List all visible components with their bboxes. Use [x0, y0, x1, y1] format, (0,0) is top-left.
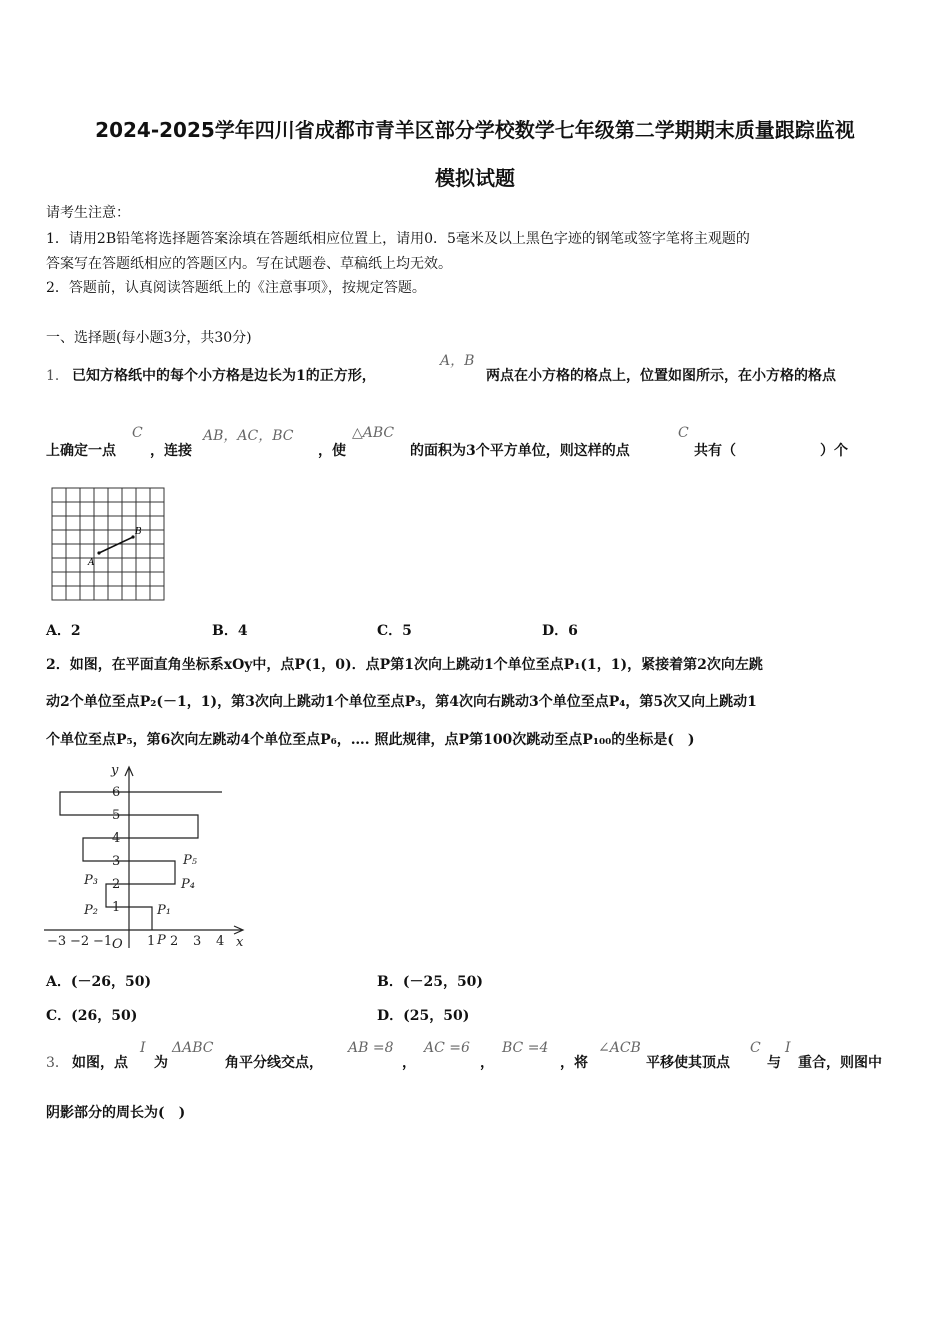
q3-comma-1: ， [402, 1055, 416, 1071]
q1-text-d: ，连接 [150, 443, 192, 459]
point-p-label: P [157, 933, 166, 948]
point-a-label: A [88, 558, 95, 568]
q1-math-triangle: △ABC [352, 425, 395, 441]
q1-option-a[interactable]: A．2 [46, 623, 81, 639]
q1-grid-figure [50, 486, 168, 604]
x-axis-label: x [236, 935, 244, 950]
q3-math-i: I [140, 1040, 146, 1056]
point-a [97, 551, 100, 554]
y-axis-label: y [111, 763, 119, 778]
section-header: 一、选择题(每小题3分，共30分) [46, 330, 252, 346]
q1-math-c2: C [678, 425, 689, 441]
q2-option-d[interactable]: D．(25，50) [377, 1008, 470, 1024]
y-tick-6: 6 [112, 785, 121, 800]
y-tick-3: 3 [112, 854, 121, 869]
q3-math-bc: BC =4 [502, 1040, 549, 1056]
origin-label: O [112, 937, 123, 952]
q1-math-c: C [132, 425, 143, 441]
y-tick-1: 1 [112, 900, 121, 915]
x-tick-neg-3: −3 [47, 934, 67, 949]
q1-math-ab: A，B [440, 353, 475, 369]
q3-text-e: 平移使其顶点 [646, 1055, 730, 1071]
q3-math-ab: AB =8 [348, 1040, 394, 1056]
x-tick-3: 3 [193, 934, 202, 949]
q3-math-i2: I [785, 1040, 791, 1056]
q3-math-angle: ∠ACB [598, 1040, 641, 1056]
q3-math-c: C [750, 1040, 761, 1056]
page-title: 2024-2025学年四川省成都市青羊区部分学校数学七年级第二学期期末质量跟踪监视 [95, 118, 855, 142]
q1-option-d[interactable]: D．6 [542, 623, 578, 639]
q2-option-c[interactable]: C．(26，50) [46, 1008, 138, 1024]
notice-item-1-line-1: 1．请用2B铅笔将选择题答案涂填在答题纸相应位置上，请用0．5毫米及以上黑色字迹的钢笔或签字笔将主观题的 [46, 231, 750, 247]
point-p5-label: P₅ [183, 853, 197, 868]
q2-line-1: 2．如图，在平面直角坐标系xOy中，点P(1，0)．点P第1次向上跳动1个单位至点P₁(1，1)，紧接着第2次向左跳 [46, 657, 763, 673]
q1-option-c[interactable]: C．5 [377, 623, 412, 639]
q3-text-c: 角平分线交点， [225, 1055, 323, 1071]
x-tick-4: 4 [216, 934, 225, 949]
q3-text-d: ，将 [560, 1055, 588, 1071]
notice-item-2: 2．答题前，认真阅读答题纸上的《注意事项》，按规定答题。 [46, 280, 426, 296]
y-tick-5: 5 [112, 808, 121, 823]
q1-option-b[interactable]: B．4 [212, 623, 248, 639]
q2-line-3: 个单位至点P₅，第6次向左跳动4个单位至点P₆，…. 照此规律，点P第100次跳动至点P₁₀₀的坐标是( ) [46, 732, 695, 748]
q1-text-f: 的面积为3个平方单位，则这样的点 [410, 443, 630, 459]
q3-math-ac: AC =6 [424, 1040, 470, 1056]
q1-text-c: 上确定一点 [46, 443, 116, 459]
x-tick-1: 1 [147, 934, 156, 949]
q3-text-b: 为 [154, 1055, 168, 1071]
point-b-label: B [135, 527, 142, 537]
q3-text-f: 与 [767, 1055, 781, 1071]
x-tick-neg-2: −2 [70, 934, 90, 949]
page-subtitle: 模拟试题 [435, 166, 515, 190]
q1-text-g: 共有（ ）个 [694, 443, 848, 459]
q3-number: 3． [46, 1055, 69, 1071]
q1-text-b: 两点在小方格的格点上，位置如图所示，在小方格的格点 [486, 368, 836, 384]
segment-ab [99, 537, 133, 553]
point-p2-label: P₂ [84, 903, 98, 918]
point-p3-label: P₃ [84, 873, 98, 888]
q1-number: 1． [46, 368, 69, 384]
q3-text-a: 如图，点 [72, 1055, 128, 1071]
q2-coordinate-figure [42, 760, 252, 952]
q1-text-e: ，使 [318, 443, 346, 459]
q3-math-triangle: ΔABC [172, 1040, 214, 1056]
q2-option-a[interactable]: A．(－26，50) [46, 974, 152, 990]
q3-text-g: 重合，则图中 [798, 1055, 882, 1071]
q1-math-segments: AB，AC，BC [203, 428, 294, 444]
x-tick-neg-1: −1 [93, 934, 113, 949]
y-tick-2: 2 [112, 877, 121, 892]
notice-header: 请考生注意： [46, 205, 130, 221]
notice-item-1-line-2: 答案写在答题纸相应的答题区内。写在试题卷、草稿纸上均无效。 [46, 256, 452, 272]
point-p1-label: P₁ [157, 903, 171, 918]
q1-text-a: 已知方格纸中的每个小方格是边长为1的正方形， [72, 368, 376, 384]
q3-comma-2: ， [480, 1055, 494, 1071]
q2-line-2: 动2个单位至点P₂(－1，1)，第3次向上跳动1个单位至点P₃，第4次向右跳动3个单位至点P₄，第5次又向上跳动1 [46, 694, 757, 710]
q3-line-2: 阴影部分的周长为( ) [46, 1105, 186, 1121]
point-p4-label: P₄ [181, 877, 195, 892]
y-tick-4: 4 [112, 831, 121, 846]
x-tick-2: 2 [170, 934, 179, 949]
q2-option-b[interactable]: B．(－25，50) [377, 974, 484, 990]
